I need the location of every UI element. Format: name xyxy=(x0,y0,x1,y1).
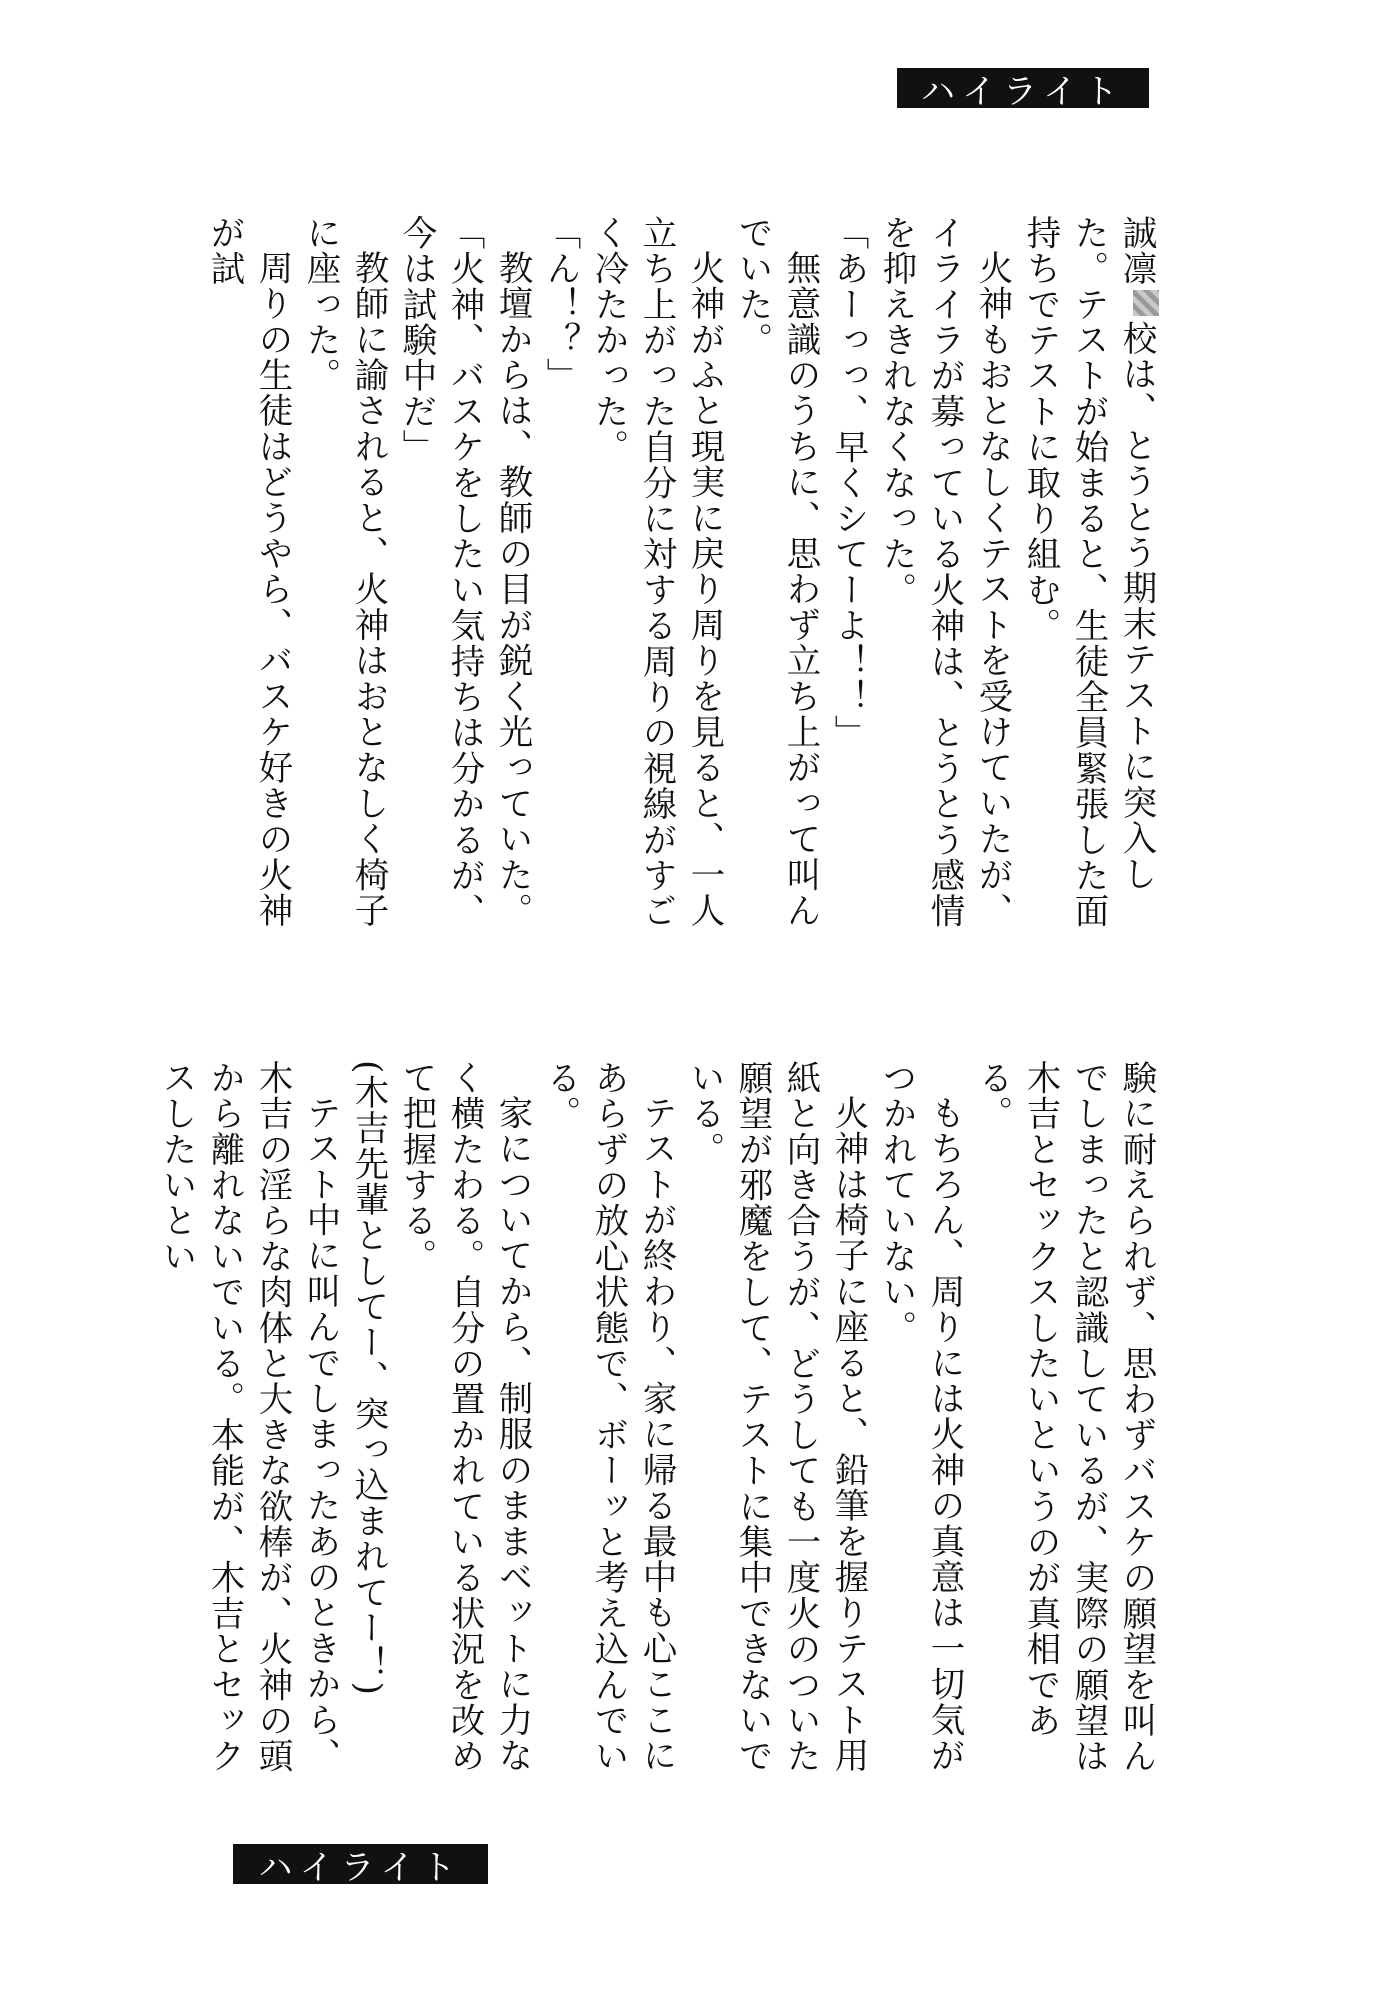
paragraph: テストが終わり、家に帰る最中も心ここにあらずの放心状態で、ボーッと考え込んでいる。 xyxy=(540,1060,676,1774)
paragraph: 教壇からは、教師の目が鋭く光っていた。 xyxy=(492,249,532,928)
paragraph-text: 校は、とうとう期末テストに突入した。テストが始まると、生徒全員緊張した面持ちでテストに取り組む。 xyxy=(1020,215,1156,929)
dialogue-line: 「あーっっ、早くシてーよ！！」 xyxy=(828,215,868,751)
paragraph: 教師に諭されると、火神はおとなしく椅子に座った。 xyxy=(300,215,388,928)
text-column-top xyxy=(204,215,1160,955)
paragraph xyxy=(1016,215,1160,955)
paragraph: 家についてから、制服のままベットに力なく横たわる。自分の置かれている状況を改めて把握する。 xyxy=(396,1060,532,1775)
header-label: ハイライト xyxy=(897,68,1149,108)
text-column-bottom xyxy=(156,1060,1160,1800)
paragraph-text: 誠凛 xyxy=(1116,215,1156,287)
paragraph: テスト中に叫んでしまったあのときから、木吉の淫らな肉体と大きな欲棒が、火神の頭から離れないでいる。本能が、木吉とセックスしたいとい xyxy=(156,1060,340,1774)
paragraph: 験に耐えられず、思わずバスケの願望を叫んでしまったと認識しているが、実際の願望は木吉とセックスしたいというのが真相である。 xyxy=(972,1060,1156,1775)
paragraph: 火神がふと現実に戻り周りを見ると、一人立ち上がった自分に対する周りの視線がすごく冷たかった。 xyxy=(588,215,724,929)
paragraph: 周りの生徒はどうやら、バスケ好きの火神が試 xyxy=(204,215,292,928)
thought-line: (木吉先輩としてー、突っ込まれてー！) xyxy=(348,1060,388,1697)
dialogue-line: 「ん！？」 xyxy=(540,215,580,394)
footer-label: ハイライト xyxy=(233,1844,488,1884)
paragraph: 火神は椅子に座ると、鉛筆を握りテスト用紙と向き合うが、どうしても一度火のついた願望が邪魔をして、テストに集中できないでいる。 xyxy=(684,1060,868,1774)
paragraph: 火神もおとなしくテストを受けていたが、イライラが募っている火神は、とうとう感情を抑えきれなくなった。 xyxy=(876,215,1012,929)
censor-mosaic-icon xyxy=(1133,290,1159,316)
dialogue-line: 「火神、バスケをしたい気持ちは分かるが、今は試験中だ」 xyxy=(396,215,484,929)
paragraph: 無意識のうちに、思わず立ち上がって叫んでいた。 xyxy=(732,215,820,928)
paragraph: もちろん、周りには火神の真意は一切気がつかれていない。 xyxy=(876,1060,964,1773)
